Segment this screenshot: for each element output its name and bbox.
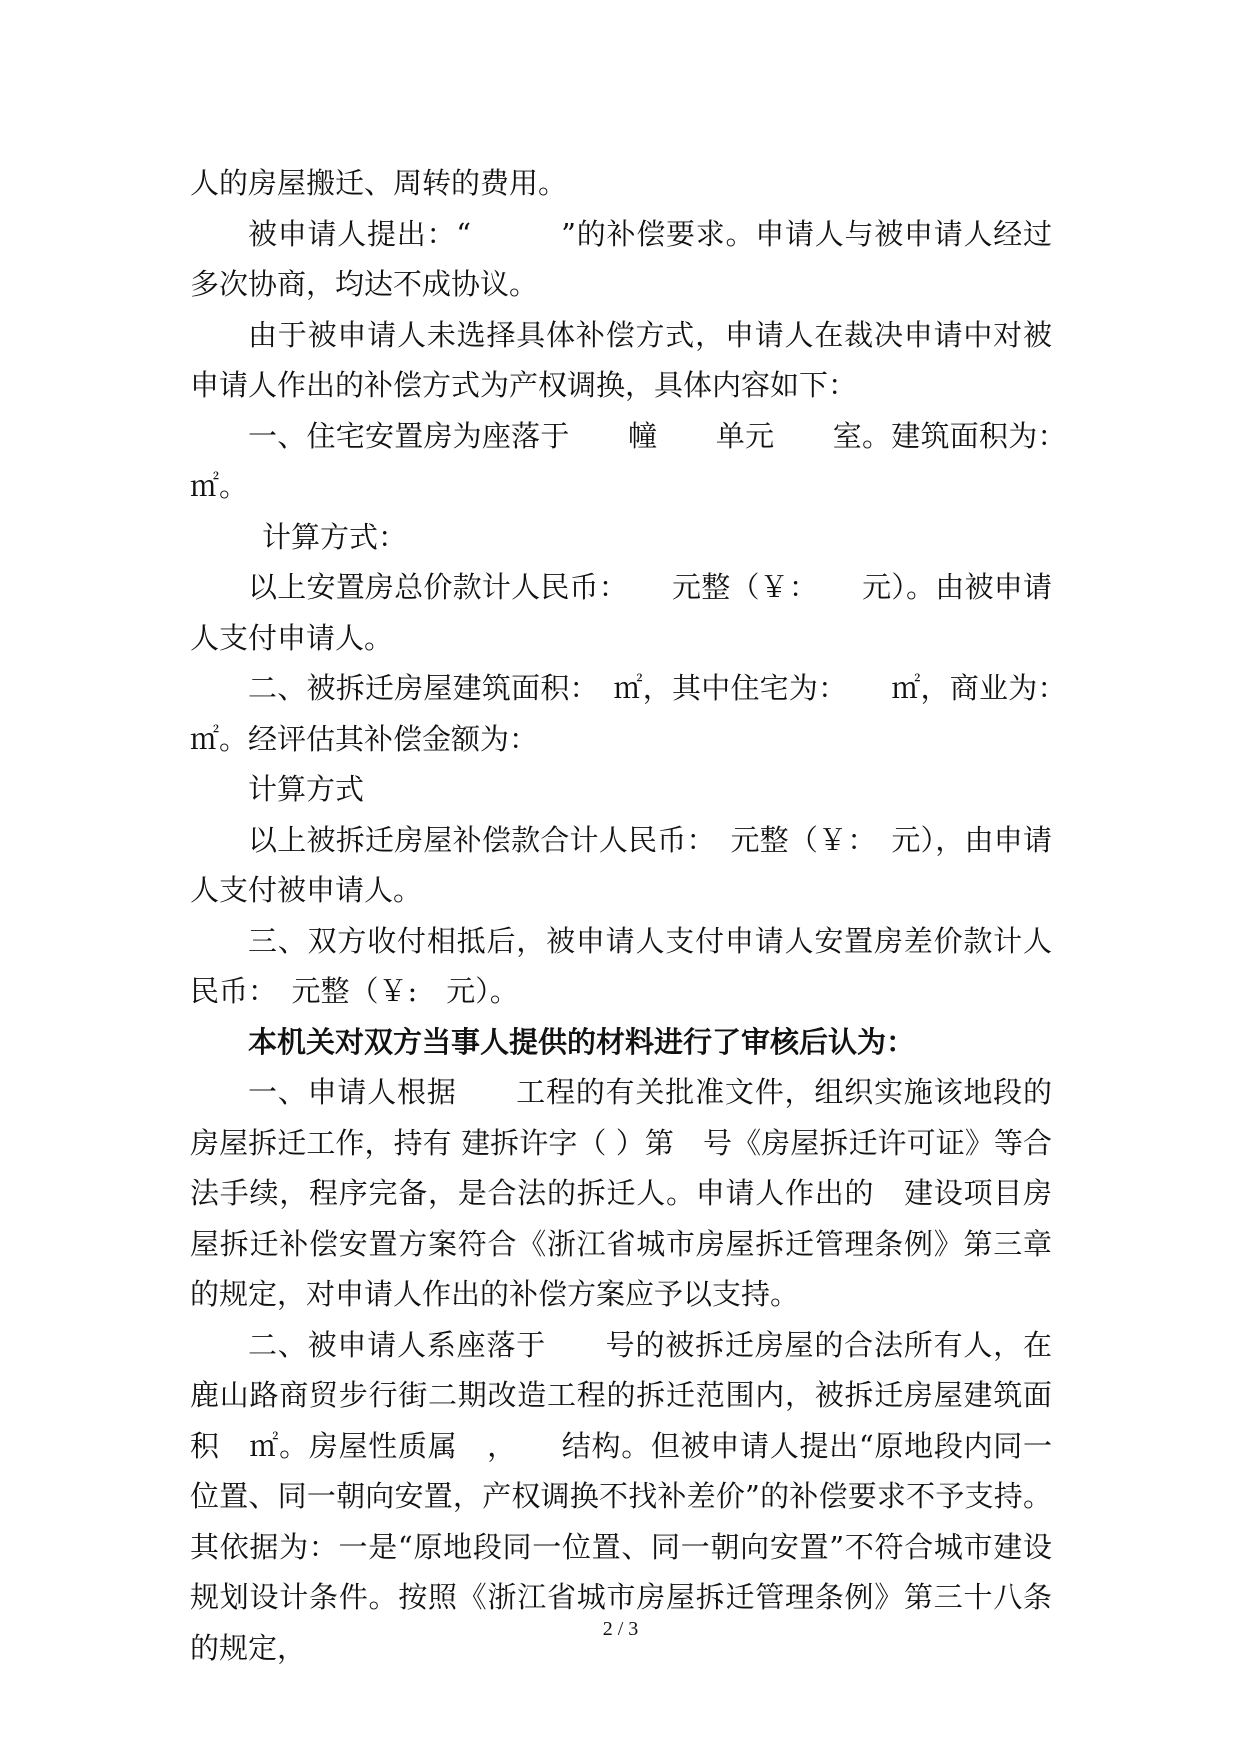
paragraph: 三、双方收付相抵后，被申请人支付申请人安置房差价款计人民币： 元整（￥: 元）。 (190, 923, 1052, 1008)
paragraph: 人的房屋搬迁、周转的费用。 (190, 166, 568, 200)
document-body (190, 158, 1082, 1673)
paragraph: 二、被拆迁房屋建筑面积： ㎡，其中住宅为： ㎡，商业为： ㎡。经评估其补偿金额为： (190, 671, 1082, 756)
paragraph: 一、申请人根据 工程的有关批准文件，组织实施该地段的房屋拆迁工作，持有 建拆许字（ ）第 号《房屋拆迁许可证》等合法手续，程序完备，是合法的拆迁人。申请人作出的 建设项目房屋拆迁补偿安置方案符合《浙江省城市房屋拆迁管理条例》第三章的规定，对申请人作出的补偿方案应予以支持。 (190, 1075, 1052, 1311)
paragraph: 计算方式： (262, 519, 408, 554)
paragraph: 计算方式 (248, 772, 365, 806)
paragraph: 以上安置房总价款计人民币： 元整（￥： 元）。由被申请人支付申请人。 (190, 570, 1052, 655)
paragraph: 被申请人提出：“ ”的补偿要求。申请人与被申请人经过多次协商，均达不成协议。 (190, 216, 1052, 301)
paragraph: 由于被申请人未选择具体补偿方式，申请人在裁决申请中对被申请人作出的补偿方式为产权调换，具体内容如下： (190, 317, 1052, 402)
paragraph: 以上被拆迁房屋补偿款合计人民币： 元整（￥： 元），由申请人支付被申请人。 (190, 822, 1052, 907)
paragraph: 二、被申请人系座落于 号的被拆迁房屋的合法所有人，在鹿山路商贸步行街二期改造工程的拆迁范围内，被拆迁房屋建筑面积 ㎡。房屋性质属 ， 结构。但被申请人提出“原地段内同一位置、同一朝向安置，产权调换不找补差价”的补偿要求不予支持。其依据为：一是“原地段同一位置、同一朝向安置”不符合城市建设规划设计条件。按照《浙江省城市房屋拆迁管理条例》第三十八条的规定， (190, 1327, 1052, 1665)
section-heading: 本机关对双方当事人提供的材料进行了审核后认为： (248, 1024, 916, 1059)
page-number: 2 / 3 (602, 1618, 639, 1640)
paragraph: 一、住宅安置房为座落于 幢 单元 室。建筑面积为： ㎡。 (190, 418, 1082, 503)
